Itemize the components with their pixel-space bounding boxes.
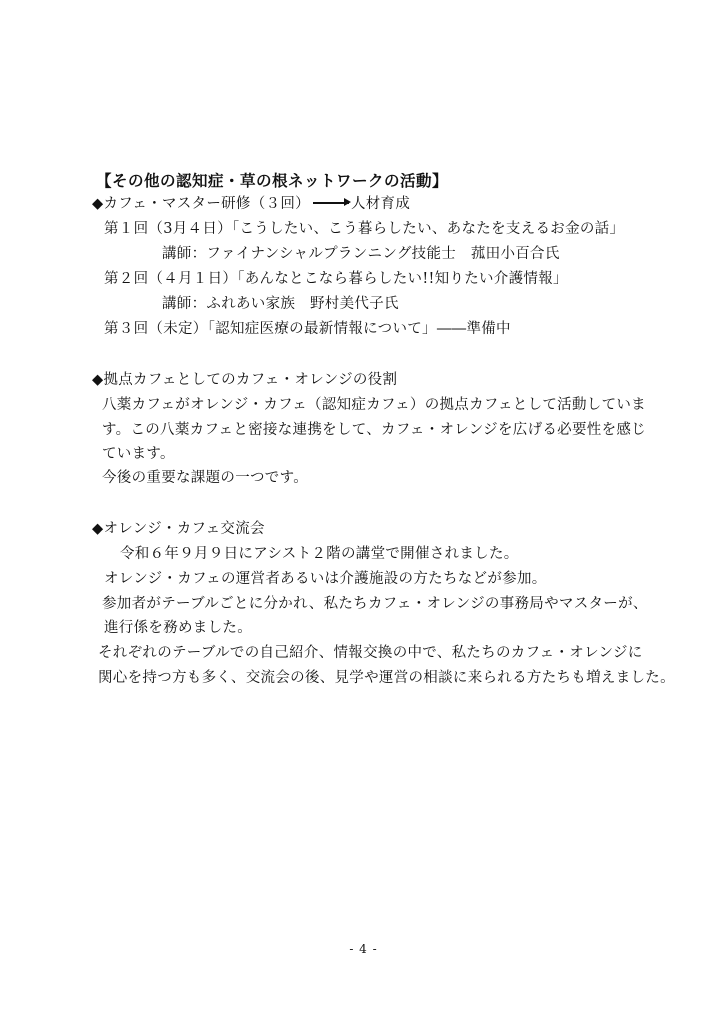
session-1-lecturer: 講師：ファイナンシャルプランニング技能士 菰田小百合氏 [162, 246, 560, 262]
paragraph-line: ています。 [102, 446, 175, 462]
paragraph-line: オレンジ・カフェの運営者あるいは介護施設の方たちなどが参加。 [104, 571, 547, 587]
session-1-title: 第１回（3月４日）「こうしたい、こう暮らしたい、あなたを支えるお金の話」 [104, 221, 625, 237]
paragraph-line: 今後の重要な課題の一つです。 [102, 470, 309, 486]
paragraph-line: 参加者がテーブルごとに分かれ、私たちカフェ・オレンジの事務局やマスターが、 [102, 596, 648, 612]
section-title-hub-cafe-role: ◆拠点カフェとしてのカフェ・オレンジの役割 [92, 372, 398, 388]
paragraph-line: 八薬カフェがオレンジ・カフェ（認知症カフェ）の拠点カフェとして活動していま [102, 397, 646, 413]
session-3-title: 第３回（未定）「認知症医療の最新情報について」――準備中 [104, 321, 511, 337]
section-title-prefix: ◆カフェ・マスター研修（３回） [92, 196, 310, 212]
paragraph-line: 進行係を務めました。 [104, 620, 252, 636]
paragraph-line: す。この八薬カフェと密接な連携をして、カフェ・オレンジを広げる必要性を感じ [102, 422, 646, 438]
session-2-lecturer: 講師：ふれあい家族 野村美代子氏 [162, 296, 399, 312]
paragraph-line: 関心を持つ方も多く、交流会の後、見学や運営の相談に来られる方たちも増えました。 [98, 670, 675, 686]
paragraph-line: それぞれのテーブルでの自己紹介、情報交換の中で、私たちのカフェ・オレンジに [98, 645, 643, 661]
arrow-right-icon [313, 202, 349, 204]
page-number: - 4 - [349, 942, 378, 956]
session-2-title: 第２回（４月１日）「あんなとこなら暮らしたい!!知りたい介護情報」 [104, 271, 568, 287]
paragraph-line: 令和６年９月９日にアシスト２階の講堂で開催されました。 [120, 546, 519, 562]
page-heading: 【その他の認知症・草の根ネットワークの活動】 [96, 171, 449, 190]
section-title-exchange-meeting: ◆オレンジ・カフェ交流会 [92, 521, 265, 537]
section-title-suffix: 人材育成 [350, 196, 411, 212]
section-title-cafe-master-training [92, 194, 410, 214]
